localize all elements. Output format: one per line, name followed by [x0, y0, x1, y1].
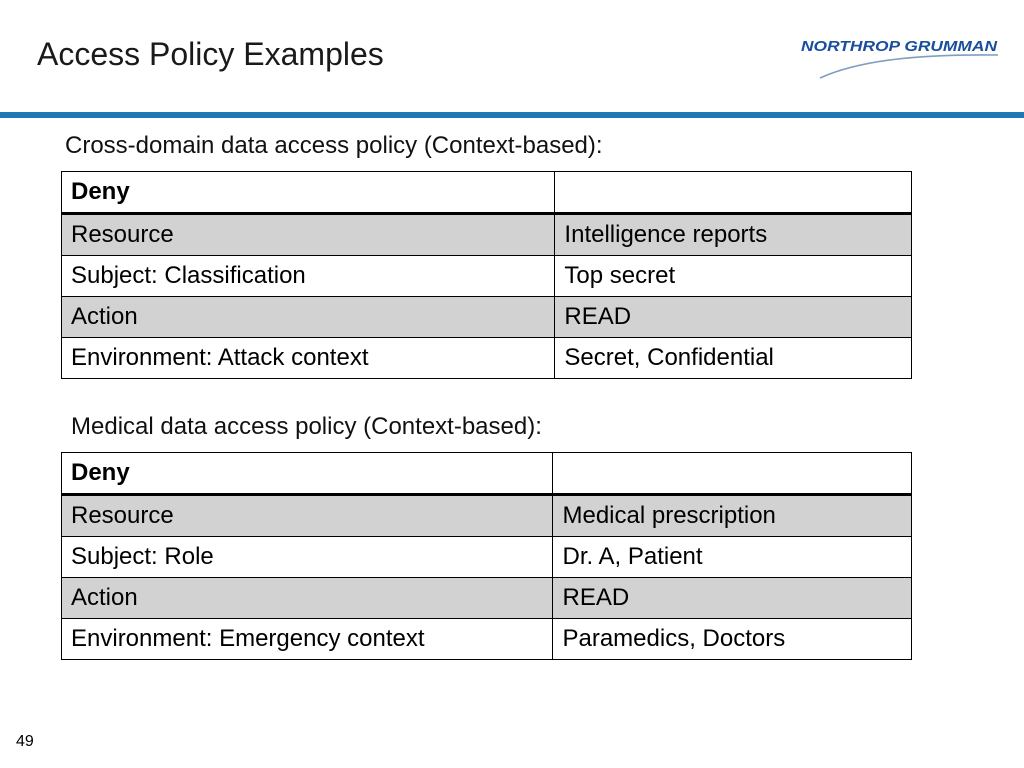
attribute-cell: Action [62, 578, 553, 619]
policy-1-subtitle: Cross-domain data access policy (Context-based): [65, 132, 603, 159]
value-cell: Dr. A, Patient [553, 537, 912, 578]
table-header-row [62, 172, 912, 214]
table-row [62, 338, 912, 379]
logo-wordmark: NORTHROP GRUMMAN [801, 39, 998, 55]
attribute-cell: Subject: Role [62, 537, 553, 578]
header-blank [555, 172, 912, 214]
attribute-cell: Subject: Classification [62, 256, 555, 297]
table-row [62, 214, 912, 256]
logo-swoosh [820, 55, 998, 78]
title-rule [0, 112, 1024, 118]
header-blank [553, 453, 912, 495]
table-row [62, 495, 912, 537]
value-cell: Paramedics, Doctors [553, 619, 912, 660]
policy-2-table [61, 452, 912, 660]
value-cell: Intelligence reports [555, 214, 912, 256]
table-row [62, 578, 912, 619]
attribute-cell: Environment: Emergency context [62, 619, 553, 660]
value-cell: Secret, Confidential [555, 338, 912, 379]
value-cell: Top secret [555, 256, 912, 297]
policy-1-table [61, 171, 912, 379]
value-cell: READ [553, 578, 912, 619]
table-row [62, 619, 912, 660]
table-row [62, 537, 912, 578]
page-number: 49 [16, 733, 34, 750]
table-row [62, 256, 912, 297]
value-cell: Medical prescription [553, 495, 912, 537]
header-effect: Deny [62, 172, 555, 214]
attribute-cell: Environment: Attack context [62, 338, 555, 379]
policy-2-subtitle: Medical data access policy (Context-based): [71, 413, 542, 440]
table-row [62, 297, 912, 338]
table-header-row [62, 453, 912, 495]
attribute-cell: Resource [62, 495, 553, 537]
value-cell: READ [555, 297, 912, 338]
attribute-cell: Resource [62, 214, 555, 256]
northrop-grumman-logo [800, 38, 1000, 82]
slide-title: Access Policy Examples [37, 36, 384, 72]
attribute-cell: Action [62, 297, 555, 338]
header-effect: Deny [62, 453, 553, 495]
